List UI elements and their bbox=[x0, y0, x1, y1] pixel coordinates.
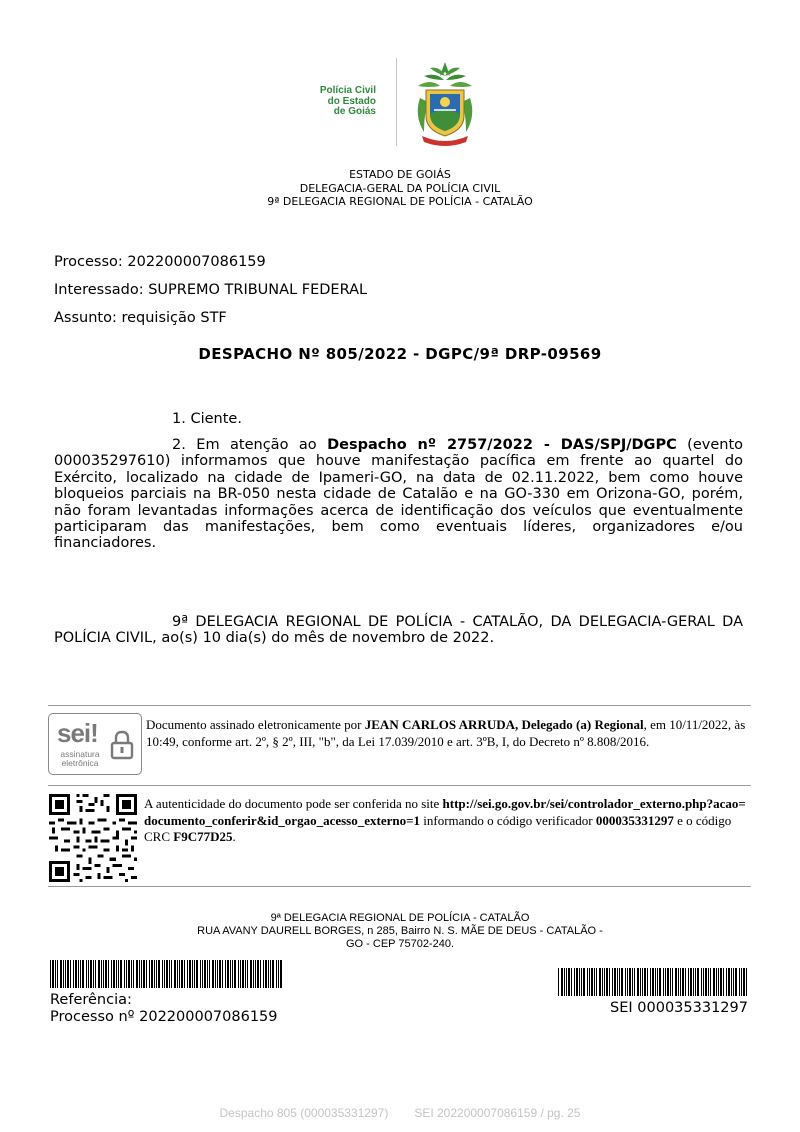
barcode-bar bbox=[581, 968, 582, 996]
barcode-bar bbox=[657, 968, 658, 996]
barcode-bar bbox=[604, 968, 605, 996]
barcode-bar bbox=[688, 968, 689, 996]
barcode-bar bbox=[568, 968, 570, 996]
barcode-bar bbox=[217, 960, 218, 988]
barcode-bar bbox=[566, 968, 567, 996]
header-line: ESTADO DE GOIÁS bbox=[349, 168, 451, 181]
barcode-bar bbox=[733, 968, 734, 996]
barcode-bar bbox=[133, 960, 134, 988]
logo-divider bbox=[396, 58, 397, 146]
barcode-bar bbox=[181, 960, 183, 988]
barcode-bar bbox=[652, 968, 654, 996]
logo-line: Polícia Civil bbox=[319, 85, 376, 96]
barcode-bar bbox=[196, 960, 198, 988]
barcode-bar bbox=[260, 960, 261, 988]
barcode-bar bbox=[65, 960, 66, 988]
barcode-bar bbox=[171, 960, 172, 988]
barcode-bar bbox=[690, 968, 692, 996]
barcode-bar bbox=[708, 968, 709, 996]
footer-address bbox=[140, 912, 660, 951]
barcode-bar bbox=[146, 960, 147, 988]
barcode-bar bbox=[612, 968, 613, 996]
barcode-bar bbox=[665, 968, 666, 996]
barcode-bar bbox=[667, 968, 669, 996]
barcode-bar bbox=[55, 960, 56, 988]
barcode-bar bbox=[113, 960, 115, 988]
item-2-text: (evento 000035297610) informamos que houve manifestação pacífica em frente ao quartel do Exército, localizado na cidade de Ipameri-GO, na data de 02.11.2022, bem como houve bloqueios parciais na BR-050 nesta cidade de Catalão e na GO-330 em Orizona-GO, porém, não foram levantadas informações acerca de identificação dos veículos que eventualmente participaram das manifestações, bem como eventuais líderes, organizadores e/ou financiadores. bbox=[54, 437, 743, 552]
barcode-bar bbox=[250, 960, 252, 988]
crc-code: F9C77D25 bbox=[173, 829, 233, 844]
barcode-bar bbox=[728, 968, 730, 996]
barcode-bar bbox=[739, 968, 740, 996]
barcode-bar bbox=[50, 960, 51, 988]
barcode-bar bbox=[98, 960, 100, 988]
barcode-bar bbox=[143, 960, 145, 988]
barcode-bar bbox=[90, 960, 92, 988]
barcode-bar bbox=[695, 968, 696, 996]
barcode-bar bbox=[272, 960, 274, 988]
barcode-bar bbox=[710, 968, 711, 996]
barcode-bar bbox=[670, 968, 671, 996]
divider bbox=[48, 785, 751, 786]
barcode-bar bbox=[108, 960, 109, 988]
address-line: RUA AVANY DAURELL BORGES, n 285, Bairro N. S. MÃE DE DEUS - CATALÃO - bbox=[197, 925, 603, 937]
barcode-bar bbox=[238, 960, 239, 988]
barcode-bar bbox=[232, 960, 233, 988]
referenced-dispatch: Despacho nº 2757/2022 - DAS/SPJ/DGPC bbox=[327, 437, 677, 453]
barcode-bar bbox=[82, 960, 84, 988]
barcode-bar bbox=[693, 968, 694, 996]
barcode-bar bbox=[124, 960, 125, 988]
barcode-bar bbox=[245, 960, 246, 988]
closing-paragraph bbox=[54, 614, 743, 647]
barcode-bar bbox=[602, 968, 603, 996]
barcode-bar bbox=[139, 960, 140, 988]
barcode-bar bbox=[247, 960, 248, 988]
barcode-bar bbox=[253, 960, 254, 988]
barcode-bar bbox=[276, 960, 277, 988]
barcode-bar bbox=[625, 968, 626, 996]
barcode-bar bbox=[225, 960, 226, 988]
barcode-bar bbox=[746, 968, 747, 996]
reference-process: Processo nº 202200007086159 bbox=[50, 1008, 278, 1025]
item-2 bbox=[54, 437, 743, 552]
barcode-bar bbox=[609, 968, 610, 996]
closing-text: 9ª DELEGACIA REGIONAL DE POLÍCIA - CATALÃO, DA DELEGACIA-GERAL DA POLÍCIA CIVIL, ao(s) 10 dia(s) do mês de novembro de 2022. bbox=[54, 614, 743, 647]
item-2-prefix: 2. Em atenção ao bbox=[172, 437, 328, 453]
coat-of-arms-icon bbox=[410, 58, 480, 146]
barcode-bar bbox=[192, 960, 193, 988]
barcode-bar bbox=[141, 960, 142, 988]
barcode-bar bbox=[101, 960, 102, 988]
barcode-bar bbox=[73, 960, 74, 988]
barcode-bar bbox=[57, 960, 58, 988]
padlock-icon bbox=[109, 730, 135, 760]
barcode-bar bbox=[650, 968, 651, 996]
barcode-bar bbox=[268, 960, 269, 988]
qr-code bbox=[49, 794, 137, 882]
barcode-bar bbox=[86, 960, 87, 988]
barcode-bar bbox=[596, 968, 597, 996]
barcode-bar bbox=[629, 968, 631, 996]
process-barcode bbox=[50, 960, 282, 988]
barcode-bar bbox=[204, 960, 206, 988]
barcode-bar bbox=[270, 960, 271, 988]
police-logo-text bbox=[296, 86, 376, 118]
divider bbox=[48, 886, 751, 887]
barcode-bar bbox=[278, 960, 279, 988]
barcode-bar bbox=[255, 960, 256, 988]
barcode-bar bbox=[158, 960, 160, 988]
barcode-bar bbox=[164, 960, 165, 988]
barcode-bar bbox=[187, 960, 188, 988]
barcode-bar bbox=[659, 968, 661, 996]
barcode-bar bbox=[697, 968, 699, 996]
barcode-bar bbox=[136, 960, 138, 988]
sei-barcode bbox=[558, 968, 748, 996]
barcode-bar bbox=[647, 968, 648, 996]
barcode-bar bbox=[212, 960, 214, 988]
sei-logo: sei! bbox=[57, 718, 98, 748]
address-line: GO - CEP 75702-240. bbox=[345, 938, 455, 950]
barcode-bar bbox=[726, 968, 727, 996]
barcode-bar bbox=[194, 960, 195, 988]
subject: Assunto: requisição STF bbox=[54, 310, 227, 326]
barcode-bar bbox=[202, 960, 203, 988]
sei-number: SEI 000035331297 bbox=[610, 1000, 748, 1016]
barcode-bar bbox=[589, 968, 590, 996]
barcode-bar bbox=[632, 968, 633, 996]
barcode-bar bbox=[78, 960, 79, 988]
barcode-bar bbox=[579, 968, 580, 996]
barcode-bar bbox=[93, 960, 94, 988]
document-reference: Despacho 805 (000035331297) bbox=[219, 1106, 389, 1120]
signer-role: Delegado (a) Regional bbox=[521, 717, 644, 732]
barcode-bar bbox=[703, 968, 704, 996]
barcode-bar bbox=[614, 968, 616, 996]
barcode-bar bbox=[682, 968, 684, 996]
barcode-bar bbox=[105, 960, 107, 988]
barcode-bar bbox=[230, 960, 231, 988]
barcode-bar bbox=[741, 968, 742, 996]
barcode-bar bbox=[685, 968, 686, 996]
barcode-bar bbox=[156, 960, 157, 988]
barcode-bar bbox=[571, 968, 572, 996]
barcode-bar bbox=[67, 960, 69, 988]
divider bbox=[48, 705, 751, 706]
barcode-bar bbox=[640, 968, 641, 996]
barcode-bar bbox=[678, 968, 679, 996]
barcode-bar bbox=[720, 968, 722, 996]
barcode-bar bbox=[227, 960, 229, 988]
barcode-bar bbox=[280, 960, 282, 988]
barcode-bar bbox=[663, 968, 664, 996]
barcode-bar bbox=[75, 960, 77, 988]
barcode-bar bbox=[675, 968, 677, 996]
barcode-bar bbox=[88, 960, 89, 988]
barcode-bar bbox=[169, 960, 170, 988]
barcode-bar bbox=[680, 968, 681, 996]
barcode-bar bbox=[705, 968, 707, 996]
barcode-bar bbox=[111, 960, 112, 988]
address-line: 9ª DELEGACIA REGIONAL DE POLÍCIA - CATALÃO bbox=[270, 912, 530, 924]
barcode-bar bbox=[189, 960, 191, 988]
verification-code: 000035331297 bbox=[595, 812, 674, 828]
barcode-bar bbox=[743, 968, 745, 996]
barcode-bar bbox=[120, 960, 122, 988]
header-line: 9ª DELEGACIA REGIONAL DE POLÍCIA - CATALÃO bbox=[267, 195, 533, 208]
logo-line: do Estado bbox=[327, 95, 376, 107]
barcode-bar bbox=[60, 960, 62, 988]
barcode-bar bbox=[723, 968, 724, 996]
item-1: 1. Ciente. bbox=[172, 411, 242, 427]
badge-caption: eletrônica bbox=[61, 757, 99, 768]
barcode-bar bbox=[619, 968, 620, 996]
barcode-bar bbox=[219, 960, 221, 988]
barcode-bar bbox=[234, 960, 236, 988]
barcode-bar bbox=[80, 960, 81, 988]
barcode-bar bbox=[151, 960, 153, 988]
signer-name: JEAN CARLOS ARRUDA bbox=[364, 717, 516, 732]
signature-text: Documento assinado eletronicamente por JEAN CARLOS ARRUDA, Delegado (a) Regional, em 10/11/2022, às 10:49, conforme art. 2º, § 2º, III, "b", da Lei 17.039/2010 e art. 3ºB, I, do Decreto nº 8.808/2016. bbox=[146, 717, 746, 749]
barcode-bar bbox=[240, 960, 241, 988]
page-footer bbox=[0, 1106, 800, 1120]
barcode-bar bbox=[621, 968, 623, 996]
barcode-bar bbox=[644, 968, 646, 996]
barcode-bar bbox=[642, 968, 643, 996]
barcode-bar bbox=[257, 960, 259, 988]
barcode-bar bbox=[263, 960, 264, 988]
barcode-bar bbox=[95, 960, 96, 988]
interested-party: Interessado: SUPREMO TRIBUNAL FEDERAL bbox=[54, 282, 368, 298]
barcode-bar bbox=[599, 968, 601, 996]
barcode-bar bbox=[116, 960, 117, 988]
document-title: DESPACHO Nº 805/2022 - DGPC/9ª DRP-09569 bbox=[198, 345, 602, 363]
verification-url[interactable]: http://sei.go.gov.br/sei/controlador_externo.php?acao=documento_conferir&id_orgao_acesso_externo=1 bbox=[144, 796, 746, 828]
barcode-bar bbox=[70, 960, 71, 988]
barcode-bar bbox=[184, 960, 185, 988]
barcode-bar bbox=[655, 968, 656, 996]
barcode-bar bbox=[179, 960, 180, 988]
barcode-bar bbox=[713, 968, 715, 996]
barcode-bar bbox=[128, 960, 130, 988]
barcode-bar bbox=[701, 968, 702, 996]
barcode-bar bbox=[576, 968, 578, 996]
barcode-bar bbox=[200, 960, 201, 988]
logo-line: de Goiás bbox=[333, 106, 376, 117]
barcode-bar bbox=[606, 968, 608, 996]
barcode-bar bbox=[154, 960, 155, 988]
barcode-bar bbox=[718, 968, 719, 996]
barcode-bar bbox=[731, 968, 732, 996]
barcode-bar bbox=[103, 960, 104, 988]
barcode-bar bbox=[627, 968, 628, 996]
barcode-bar bbox=[242, 960, 244, 988]
barcode-bar bbox=[166, 960, 168, 988]
header-line: DELEGACIA-GERAL DA POLÍCIA CIVIL bbox=[299, 181, 501, 195]
barcode-bar bbox=[149, 960, 150, 988]
barcode-bar bbox=[558, 968, 559, 996]
barcode-bar bbox=[637, 968, 639, 996]
barcode-bar bbox=[52, 960, 54, 988]
barcode-bar bbox=[209, 960, 210, 988]
page-number: SEI 202200007086159 / pg. 25 bbox=[414, 1106, 581, 1120]
barcode-bar bbox=[207, 960, 208, 988]
barcode-bar bbox=[716, 968, 717, 996]
barcode-bar bbox=[594, 968, 595, 996]
barcode-bar bbox=[564, 968, 565, 996]
institution-header bbox=[200, 168, 600, 209]
barcode-bar bbox=[131, 960, 132, 988]
barcode-bar bbox=[561, 968, 563, 996]
reference-block bbox=[50, 992, 278, 1025]
barcode-bar bbox=[174, 960, 176, 988]
barcode-bar bbox=[63, 960, 64, 988]
barcode-bar bbox=[634, 968, 635, 996]
barcode-bar bbox=[265, 960, 267, 988]
barcode-bar bbox=[177, 960, 178, 988]
badge-caption: assinatura bbox=[60, 749, 100, 759]
barcode-bar bbox=[587, 968, 588, 996]
barcode-bar bbox=[215, 960, 216, 988]
barcode-bar bbox=[222, 960, 223, 988]
barcode-bar bbox=[591, 968, 593, 996]
process-number: Processo: 202200007086159 bbox=[54, 254, 266, 270]
reference-label: Referência: bbox=[50, 992, 132, 1008]
barcode-bar bbox=[617, 968, 618, 996]
authenticity-text: A autenticidade do documento pode ser conferida no site http://sei.go.gov.br/sei/controlador_externo.php?acao=documento_conferir&id_orgao_acesso_externo=1 informando o código verificador 000035331297 e o código CRC F9C77D25. bbox=[144, 796, 746, 844]
barcode-bar bbox=[162, 960, 163, 988]
barcode-bar bbox=[672, 968, 673, 996]
barcode-bar bbox=[126, 960, 127, 988]
barcode-bar bbox=[118, 960, 119, 988]
barcode-bar bbox=[583, 968, 585, 996]
sei-signature-badge bbox=[48, 713, 142, 775]
barcode-bar bbox=[735, 968, 737, 996]
barcode-bar bbox=[574, 968, 575, 996]
